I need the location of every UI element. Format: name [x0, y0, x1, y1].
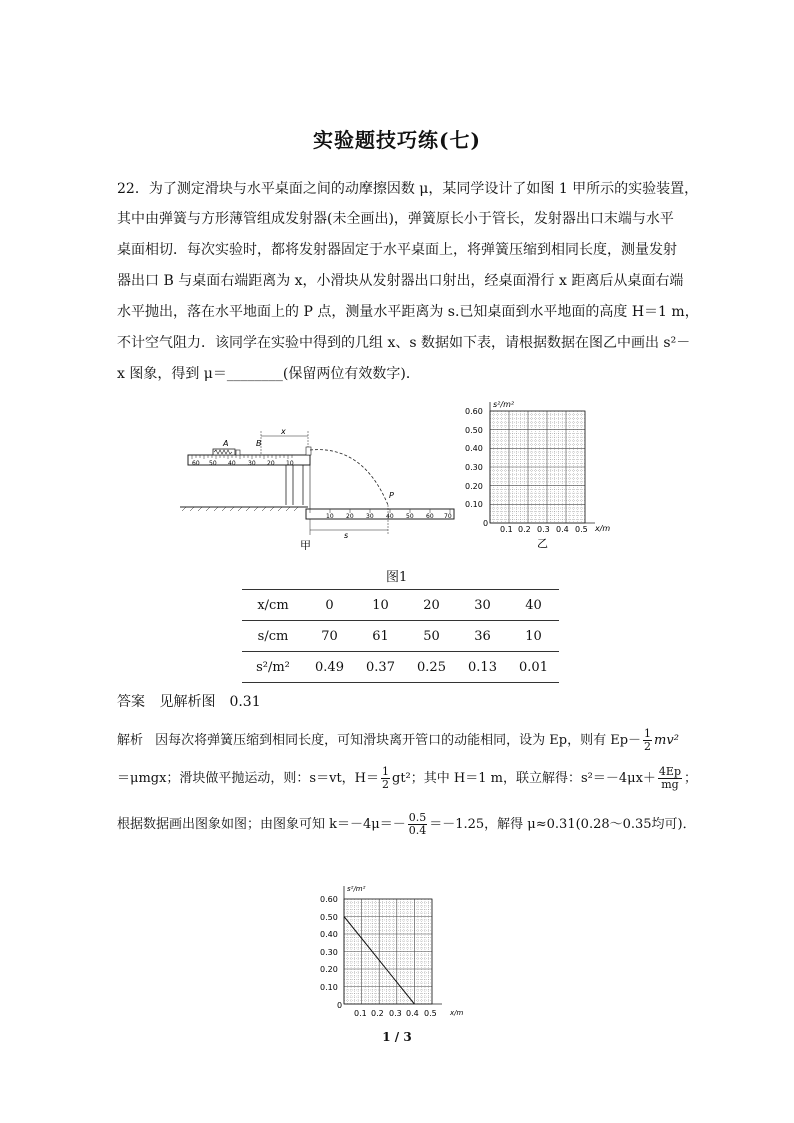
label-A: A — [223, 439, 229, 448]
question-line-1: 22．为了测定滑块与水平桌面之间的动摩擦因数 μ，某同学设计了如图 1 甲所示的实验装置， — [117, 181, 699, 197]
upper-tick: 10 — [286, 460, 294, 467]
table-cell: 40 — [508, 590, 559, 621]
lower-tick: 40 — [386, 513, 394, 520]
question-line-6: 不计空气阻力．该同学在实验中得到的几组 x、s 数据如下表，请根据数据在图乙中画出 s²－ — [117, 335, 691, 351]
fraction-4ep: $\frac{4Ep}{mg}$ — [658, 765, 681, 791]
label-jia: 甲 — [300, 539, 311, 550]
fraction-half: $\frac{1}{2}$ — [644, 727, 652, 753]
table-cell: 36 — [457, 621, 508, 652]
table-cell: 50 — [406, 621, 457, 652]
y-tick: 0 — [337, 1001, 343, 1010]
page-title: 实验题技巧练(七) — [313, 128, 481, 152]
y-tick: 0.30 — [320, 948, 338, 957]
table-cell: 0.13 — [457, 652, 508, 683]
y-tick: 0.50 — [320, 913, 338, 922]
table-cell: 0.49 — [304, 652, 355, 683]
table-cell: 10 — [355, 590, 406, 621]
question-line-7: x 图象，得到 μ＝________(保留两位有效数字)． — [117, 366, 420, 382]
label-B: B — [256, 439, 262, 448]
table-row — [242, 621, 559, 652]
y-tick: 0.40 — [320, 930, 338, 939]
upper-tick: 30 — [248, 460, 256, 467]
lower-tick: 10 — [326, 513, 334, 520]
label-x: x — [281, 427, 286, 436]
upper-tick: 40 — [228, 460, 236, 467]
solution-label: 解析 — [117, 733, 144, 748]
x-tick: 0.1 — [500, 525, 513, 534]
data-table — [242, 589, 559, 683]
table-cell: 0.37 — [355, 652, 406, 683]
upper-tick: 60 — [192, 460, 200, 467]
apparatus-figure — [178, 425, 468, 550]
row-header: s/cm — [242, 621, 304, 652]
y-tick: 0 — [483, 519, 489, 528]
table-cell: 30 — [457, 590, 508, 621]
question-line-5: 水平抛出，落在水平地面上的 P 点，测量水平距离为 s.已知桌面到水平地面的高度 H＝1 m， — [117, 304, 699, 320]
table-cell: 0.01 — [508, 652, 559, 683]
y-tick: 0.10 — [465, 500, 483, 509]
slider-block — [236, 450, 240, 455]
y-tick: 0.30 — [465, 463, 483, 472]
answer-line — [117, 691, 261, 711]
table-cell: 0.25 — [406, 652, 457, 683]
y-tick: 0.60 — [320, 895, 338, 904]
answer-text: 见解析图 0.31 — [159, 694, 261, 710]
figure-caption: 图1 — [386, 570, 408, 585]
y-tick: 0.40 — [465, 444, 483, 453]
x-tick: 0.3 — [389, 1009, 402, 1018]
solution-line-1: 解析 因每次将弹簧压缩到相同长度，可知滑块离开管口的动能相同，设为 Ep，则有 Ep－ $\frac{1}{2}$ mv² — [117, 727, 679, 753]
label-P: P — [389, 491, 394, 500]
graph-solution — [312, 882, 477, 1024]
table-cell: 61 — [355, 621, 406, 652]
trajectory — [310, 450, 388, 505]
x-tick: 0.5 — [424, 1009, 437, 1018]
row-header: x/cm — [242, 590, 304, 621]
table-cell: 70 — [304, 621, 355, 652]
lower-tick: 30 — [366, 513, 374, 520]
lower-tick: 70 — [444, 513, 452, 520]
y-axis-label: s²/m² — [347, 885, 366, 893]
y-tick: 0.60 — [465, 407, 483, 416]
x-tick: 0.4 — [556, 525, 569, 534]
x-axis-label: x/m — [595, 524, 611, 533]
y-axis-label: s²/m² — [493, 400, 515, 409]
fraction-half-2: $\frac{1}{2}$ — [382, 765, 390, 791]
label-yi: 乙 — [537, 537, 548, 548]
x-tick: 0.5 — [575, 525, 588, 534]
y-tick: 0.20 — [465, 482, 483, 491]
x-tick: 0.1 — [354, 1009, 367, 1018]
y-tick: 0.20 — [320, 965, 338, 974]
upper-tick: 50 — [209, 460, 217, 467]
table-cell: 0 — [304, 590, 355, 621]
question-line-2: 其中由弹簧与方形薄管组成发射器(未全画出)，弹簧原长小于管长，发射器出口末端与水平 — [117, 211, 674, 227]
table-cell: 20 — [406, 590, 457, 621]
table-cell: 10 — [508, 621, 559, 652]
x-axis-label: x/m — [450, 1009, 464, 1017]
row-header: s²/m² — [242, 652, 304, 683]
graph-yi-grid — [490, 411, 585, 523]
table-row — [242, 652, 559, 683]
y-tick: 0.50 — [465, 426, 483, 435]
y-tick: 0.10 — [320, 983, 338, 992]
graph-solution-grid — [344, 899, 432, 1004]
solution-line-2: ＝μmgx；滑块做平抛运动，则：s＝vt，H＝ $\frac{1}{2}$ gt²；其中 H＝1 m，联立解得：s²＝－4μx＋ $\frac{4Ep}{mg}$ ； — [117, 765, 698, 791]
table-row — [242, 590, 559, 621]
lower-tick: 60 — [426, 513, 434, 520]
lower-tick: 50 — [406, 513, 414, 520]
fraction-k: $\frac{0.5}{0.4}$ — [408, 811, 427, 837]
question-number: 22． — [117, 181, 149, 197]
question-line-3: 桌面相切．每次实验时，都将发射器固定于水平桌面上，将弹簧压缩到相同长度，测量发射 — [117, 242, 677, 258]
graph-yi — [455, 398, 630, 548]
lower-tick: 20 — [346, 513, 354, 520]
x-tick: 0.2 — [371, 1009, 384, 1018]
question-line-4: 器出口 B 与桌面右端距离为 x，小滑块从发射器出口射出，经桌面滑行 x 距离后从桌面右端 — [117, 273, 684, 289]
x-tick: 0.2 — [518, 525, 531, 534]
x-tick: 0.4 — [406, 1009, 419, 1018]
x-tick: 0.3 — [537, 525, 550, 534]
label-s: s — [344, 531, 349, 540]
solution-line-3: 根据数据画出图象如图；由图象可知 k＝－4μ＝－ $\frac{0.5}{0.4}$ ＝－1.25，解得 μ≈0.31(0.28～0.35均可)． — [117, 811, 696, 837]
upper-tick: 20 — [267, 460, 275, 467]
page-indicator: 1 / 3 — [382, 1030, 412, 1044]
answer-label: 答案 — [117, 694, 145, 710]
